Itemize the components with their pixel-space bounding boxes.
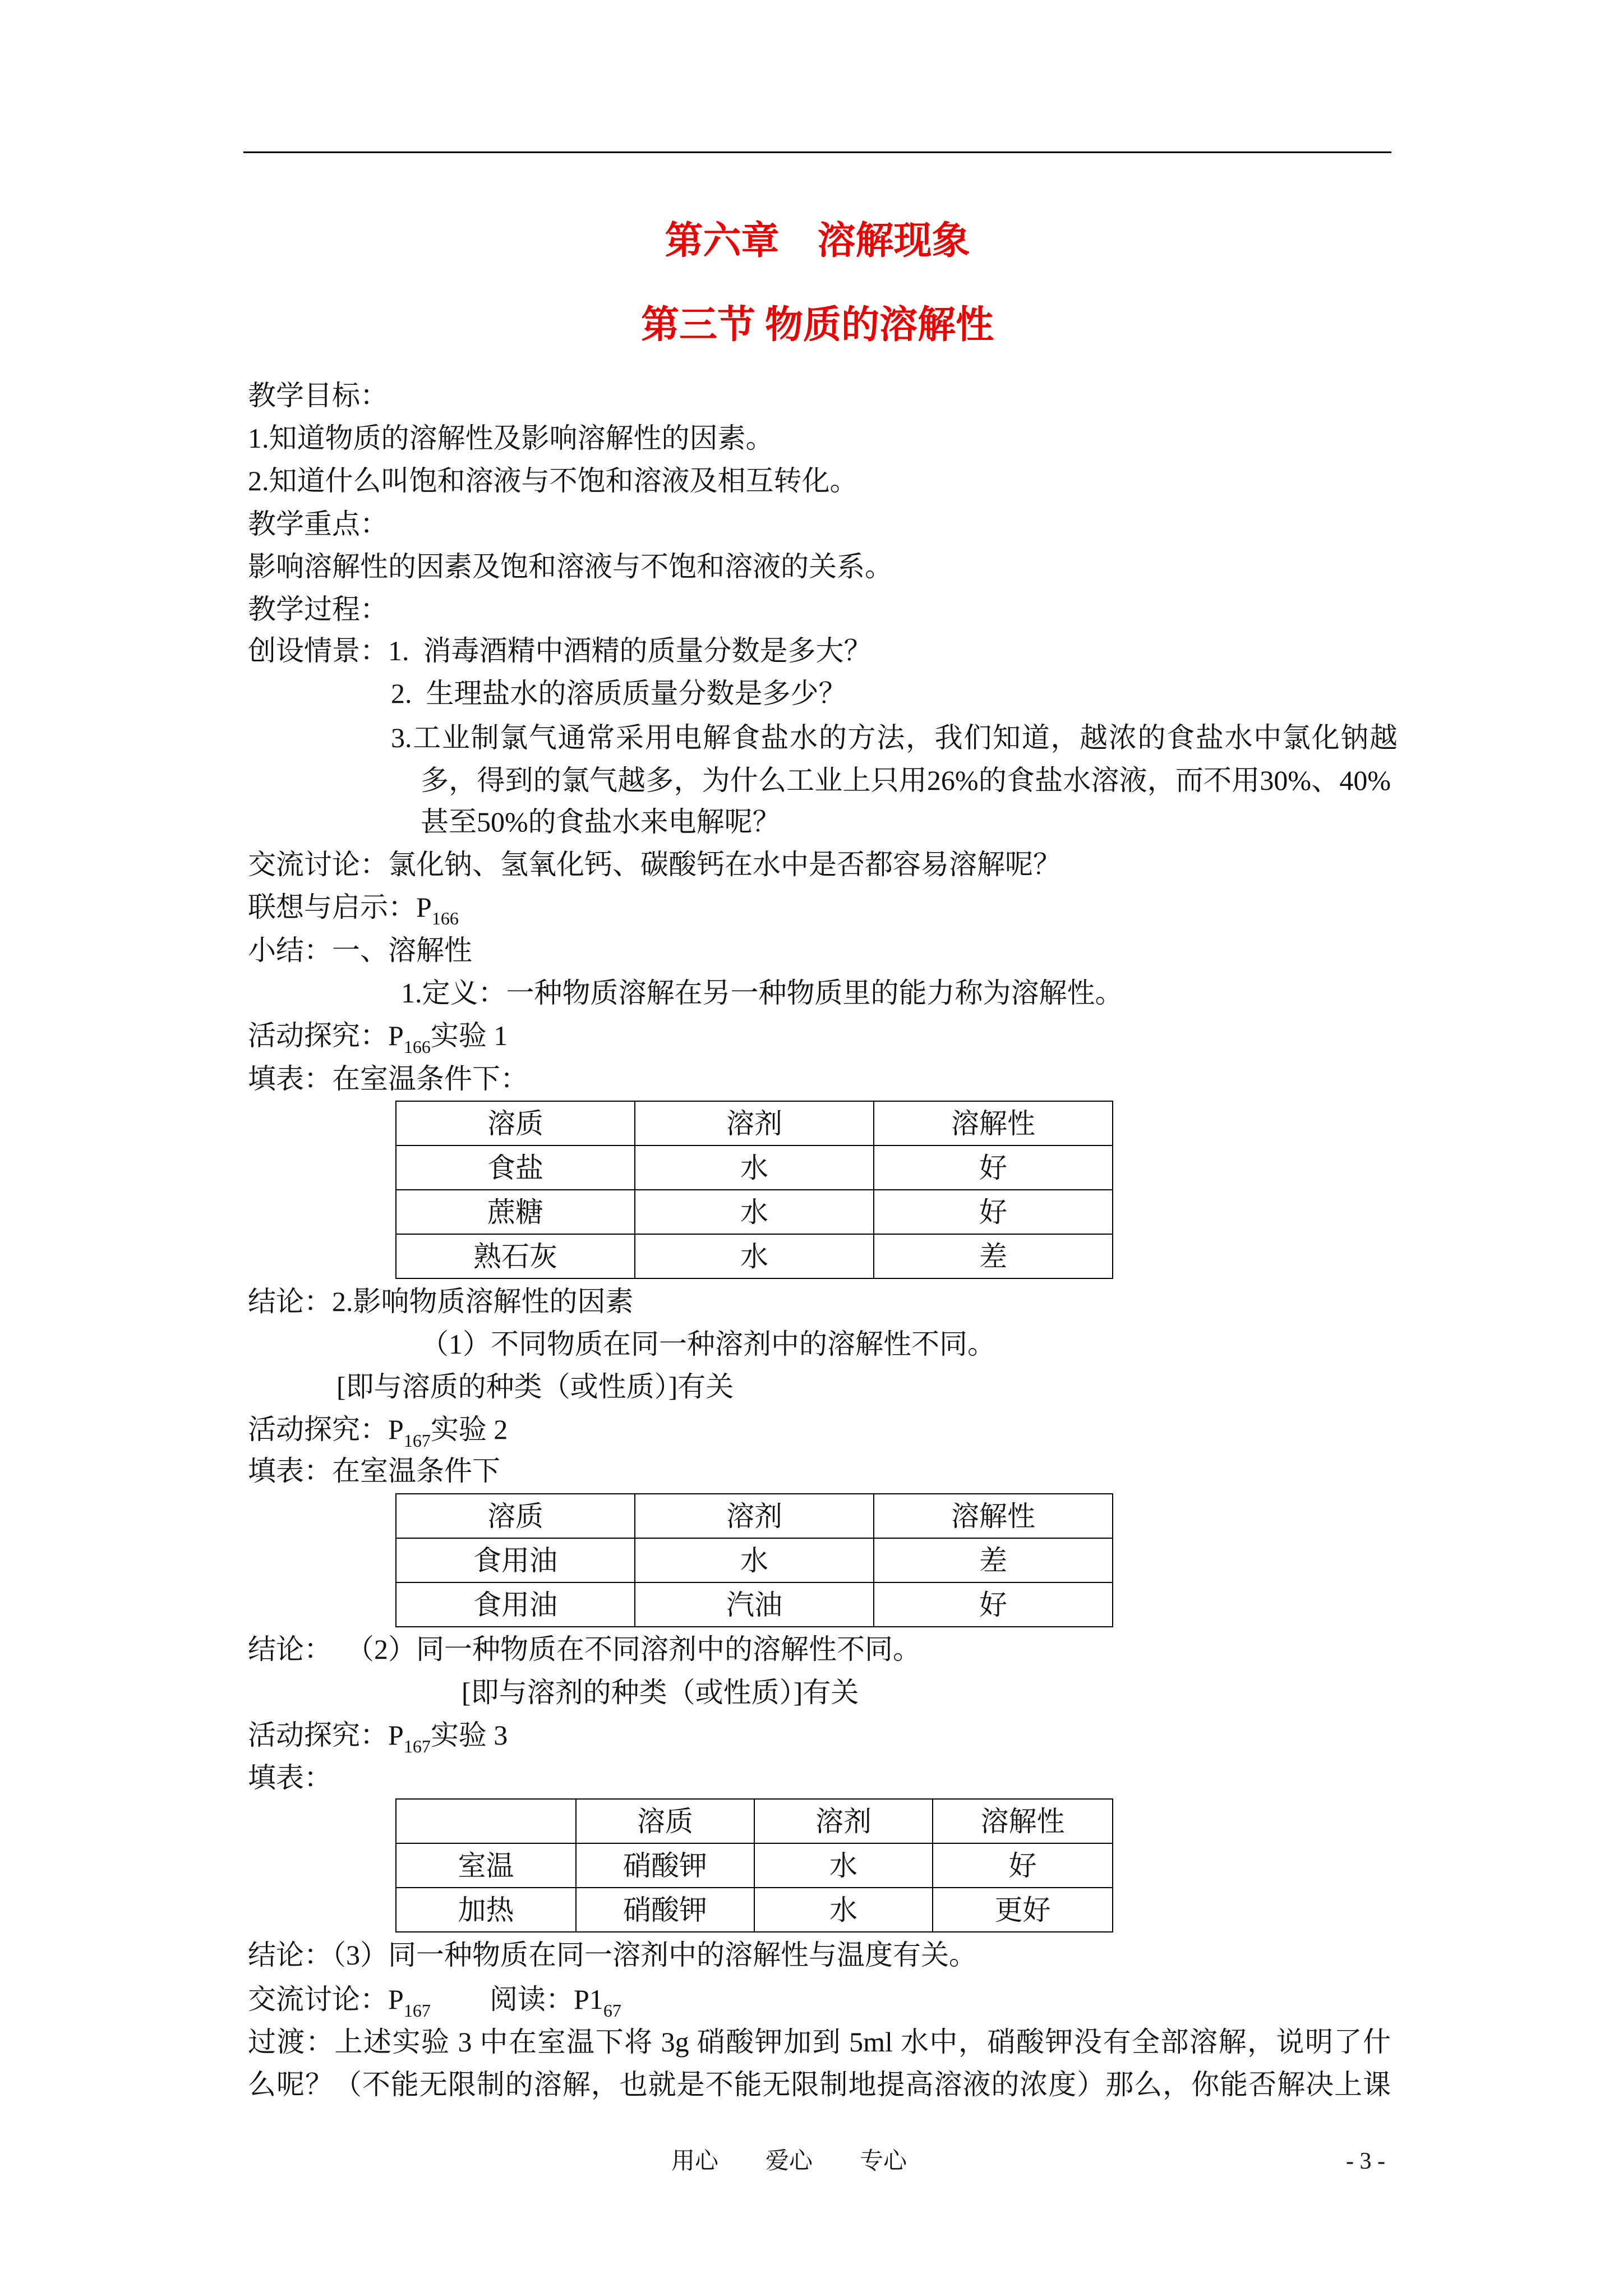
solubility-table-3 bbox=[395, 1798, 1113, 1932]
chapter-title: 第六章 溶解现象 bbox=[665, 219, 970, 262]
discussion-2-line bbox=[248, 1978, 431, 2021]
conclusion-2-note: [即与溶剂的种类（或性质）]有关 bbox=[462, 1677, 859, 1708]
activity-label: 活动探究：P bbox=[248, 1414, 404, 1445]
scenario-question-3-cont: 多，得到的氯气越多，为什么工业上只用26%的食盐水溶液，而不用30%、40% bbox=[421, 765, 1391, 796]
experiment-label: 实验 3 bbox=[430, 1719, 508, 1751]
table-cell: 差 bbox=[874, 1538, 1113, 1582]
page-reference-subscript: 167 bbox=[403, 1736, 431, 1756]
table-header-cell: 溶解性 bbox=[933, 1799, 1113, 1843]
page-reference-subscript: 67 bbox=[603, 2000, 621, 2021]
scenario-question-3: 3.工业制氯气通常采用电解食盐水的方法，我们知道，越浓的食盐水中氯化钠越 bbox=[391, 722, 1398, 753]
association-line bbox=[248, 886, 459, 928]
scenario-label: 创设情景： bbox=[248, 635, 388, 666]
table-cell: 好 bbox=[874, 1582, 1113, 1627]
table-cell: 更好 bbox=[933, 1888, 1113, 1932]
table-row bbox=[396, 1145, 1113, 1190]
footer-page-number: - 3 - bbox=[1346, 2148, 1385, 2174]
table-cell: 蔗糖 bbox=[396, 1190, 635, 1234]
table-row bbox=[396, 1888, 1113, 1932]
activity-label: 活动探究：P bbox=[248, 1020, 404, 1051]
association-label: 联想与启示：P bbox=[248, 891, 432, 923]
solubility-table-2 bbox=[395, 1493, 1113, 1627]
table-header-cell: 溶剂 bbox=[635, 1101, 874, 1145]
table-cell: 硝酸钾 bbox=[576, 1843, 754, 1888]
table-cell: 水 bbox=[754, 1843, 933, 1888]
table-cell: 水 bbox=[635, 1145, 874, 1190]
experiment-label: 实验 2 bbox=[430, 1414, 508, 1445]
table-cell: 差 bbox=[874, 1234, 1113, 1278]
objective-item: 1.知道物质的溶解性及影响溶解性的因素。 bbox=[248, 422, 774, 454]
table-row bbox=[396, 1234, 1113, 1278]
page-reference-subscript: 166 bbox=[403, 1037, 431, 1057]
scenario-question-2: 2. 生理盐水的溶质质量分数是多少？ bbox=[391, 678, 847, 709]
page-reference-subscript: 167 bbox=[403, 2000, 431, 2021]
summary-heading: 小结：一、溶解性 bbox=[248, 935, 472, 966]
table-row-label: 加热 bbox=[396, 1888, 576, 1932]
section-title: 第三节 物质的溶解性 bbox=[640, 303, 994, 346]
table-cell: 汽油 bbox=[635, 1582, 874, 1627]
transition-text: 过渡：上述实验 3 中在室温下将 3g 硝酸钾加到 5ml 水中，硝酸钾没有全部溶解，说明了什 bbox=[248, 2026, 1391, 2058]
definition-text: 1.定义：一种物质溶解在另一种物质里的能力称为溶解性。 bbox=[401, 977, 1123, 1009]
table-row bbox=[396, 1582, 1113, 1627]
reading-label: 阅读：P1 bbox=[490, 1984, 603, 2015]
table-row bbox=[396, 1190, 1113, 1234]
reading-line bbox=[490, 1978, 621, 2021]
scenario-question-3-cont: 甚至50%的食盐水来电解呢？ bbox=[421, 806, 781, 838]
table-cell: 好 bbox=[874, 1190, 1113, 1234]
table-cell: 食用油 bbox=[396, 1582, 635, 1627]
table-row bbox=[396, 1538, 1113, 1582]
table-header-cell: 溶解性 bbox=[874, 1494, 1113, 1538]
activity-1-line bbox=[248, 1014, 508, 1057]
key-points-heading: 教学重点： bbox=[248, 508, 388, 540]
objectives-heading: 教学目标： bbox=[248, 380, 388, 411]
process-heading: 教学过程： bbox=[248, 593, 388, 625]
discussion-1: 交流讨论：氯化钠、氢氧化钙、碳酸钙在水中是否都容易溶解呢？ bbox=[248, 849, 1061, 880]
table-row-label: 室温 bbox=[396, 1843, 576, 1888]
conclusion-2-text: 结论： （2）同一种物质在不同溶剂中的溶解性不同。 bbox=[248, 1634, 921, 1665]
table-row bbox=[396, 1843, 1113, 1888]
table-1-caption: 填表：在室温条件下： bbox=[248, 1063, 528, 1094]
activity-3-line bbox=[248, 1714, 508, 1756]
table-cell: 硝酸钾 bbox=[576, 1888, 754, 1932]
table-3-caption: 填表： bbox=[248, 1762, 332, 1793]
experiment-label: 实验 1 bbox=[430, 1020, 508, 1051]
table-header-cell: 溶剂 bbox=[754, 1799, 933, 1843]
table-cell: 水 bbox=[754, 1888, 933, 1932]
page-reference-subscript: 167 bbox=[403, 1430, 431, 1451]
table-2-caption: 填表：在室温条件下 bbox=[248, 1455, 500, 1487]
table-cell: 熟石灰 bbox=[396, 1234, 635, 1278]
objective-item: 2.知道什么叫饱和溶液与不饱和溶液及相互转化。 bbox=[248, 465, 858, 496]
conclusion-1-note: [即与溶质的种类（或性质）]有关 bbox=[336, 1371, 734, 1402]
table-header-cell: 溶质 bbox=[576, 1799, 754, 1843]
table-header-cell: 溶质 bbox=[396, 1101, 635, 1145]
activity-label: 活动探究：P bbox=[248, 1719, 404, 1751]
footer-motto: 用心 爱心 专心 bbox=[671, 2148, 907, 2174]
key-points-text: 影响溶解性的因素及饱和溶液与不饱和溶液的关系。 bbox=[248, 551, 893, 582]
transition-text: 么呢？（不能无限制的溶解，也就是不能无限制地提高溶液的浓度）那么，你能否解决上课 bbox=[248, 2069, 1391, 2100]
table-header-cell: 溶剂 bbox=[635, 1494, 874, 1538]
table-cell: 食盐 bbox=[396, 1145, 635, 1190]
discussion-2-label: 交流讨论：P bbox=[248, 1984, 404, 2015]
table-cell: 水 bbox=[635, 1538, 874, 1582]
table-header-row bbox=[396, 1494, 1113, 1538]
scenario-line bbox=[248, 629, 872, 672]
table-cell: 食用油 bbox=[396, 1538, 635, 1582]
table-cell: 好 bbox=[874, 1145, 1113, 1190]
table-header-cell-empty bbox=[396, 1799, 576, 1843]
solubility-table-1 bbox=[395, 1101, 1113, 1279]
scenario-question-1: 1. 消毒酒精中酒精的质量分数是多大？ bbox=[388, 635, 872, 666]
header-rule bbox=[243, 151, 1391, 153]
table-header-cell: 溶解性 bbox=[874, 1101, 1113, 1145]
table-header-row bbox=[396, 1101, 1113, 1145]
conclusion-3-text: 结论：（3）同一种物质在同一溶剂中的溶解性与温度有关。 bbox=[248, 1939, 977, 1971]
page-reference-subscript: 166 bbox=[431, 908, 459, 928]
table-cell: 水 bbox=[635, 1234, 874, 1278]
table-header-row bbox=[396, 1799, 1113, 1843]
table-cell: 好 bbox=[933, 1843, 1113, 1888]
conclusion-1-heading: 结论：2.影响物质溶解性的因素 bbox=[248, 1286, 634, 1317]
conclusion-1-point: （1）不同物质在同一种溶剂中的溶解性不同。 bbox=[421, 1328, 995, 1360]
table-cell: 水 bbox=[635, 1190, 874, 1234]
table-header-cell: 溶质 bbox=[396, 1494, 635, 1538]
activity-2-line bbox=[248, 1408, 508, 1451]
